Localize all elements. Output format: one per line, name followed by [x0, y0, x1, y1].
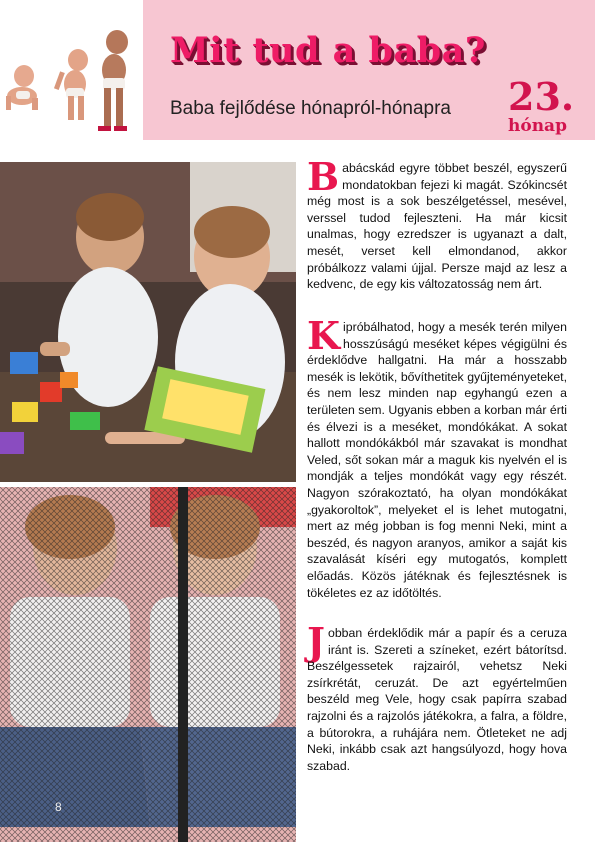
page-title: Mit tud a baba?: [170, 30, 486, 71]
drop-cap-j: J: [307, 619, 325, 664]
photo-toddlers-behind-net: [0, 487, 296, 842]
walking-baby: [98, 30, 128, 131]
paragraph-2-text: ipróbálhatod, hogy a mesék terén milyen hosszúságú meséket képes végigülni és érdeklődve hallgatni. Ha már a hosszabb mesék is lekötik, bővíthetitek gyűjteményeteket, és nem lesz minden nap egyhangú ezen a területen sem. Ugyanis ebben a korban már érti és élvezi is a meséket, mondókákat. A sokat hallott mondókákból már szavakat is mondhat Veled, sőt sokan már a maguk kis nyelvén el is mondják a teljes mondókát vagy egy részét. Nagyon szórakoztató, ha olyan mondókákat „gyakoroltok”, melyeket el is lehet mutogatni, mert az még jobban is fog menni Neki, mint a beszéd, és nagyon aranyos, amikor a saját kis szavalását kíséri egy mutogatós, komplett előadás. Közös játéknak és fejlesztésnek is tökéletes ez az időtöltés.: [307, 320, 567, 600]
page-subtitle: Baba fejlődése hónapról-hónapra: [170, 98, 451, 119]
paragraph-3: [307, 619, 567, 774]
page-number: 8: [55, 800, 62, 814]
drop-cap-k: K: [307, 313, 341, 358]
paragraph-1: [307, 154, 567, 293]
paragraph-2: [307, 313, 567, 601]
month-label: hónap: [508, 116, 567, 136]
paragraph-3-text: obban érdeklődik már a papír és a ceruza iránt is. Szereti a színeket, ezért bátorítsd. Beszélgessetek rajzairól, vehetsz Neki zsírkrétát, ceruzát. De azt egyértelműen beszéld meg Vele, hogy csak papírra szabad rajzolni és a rajzolós játékokra, a falra, a földre, a bútorokra, a ruhájára nem. Ötleteket ne adj Neki, inkább csak azt hangsúlyozd, hogy hova szabad.: [307, 626, 567, 773]
crawling-baby: [6, 65, 38, 110]
month-number: 23.: [508, 74, 575, 119]
babies-illustration: [0, 0, 143, 140]
photo-toddlers-with-book: [0, 162, 296, 482]
paragraph-1-text: abácskád egyre többet beszél, egyszerű mondatokban fejezi ki magát. Szókincsét még most is a sok beszélgetéssel, mesével, verssel tudod fejleszteni. Ha már kicsit unalmas, hogy ezredszer is ugyanazt a dalt, mesét, verset kell elmondanod, akkor próbálkozz valami újjal. Persze majd az lesz a kedvenc, de egy kis változatosság nem árt.: [307, 161, 567, 292]
standing-baby: [54, 49, 88, 120]
drop-cap-b: B: [307, 154, 340, 199]
